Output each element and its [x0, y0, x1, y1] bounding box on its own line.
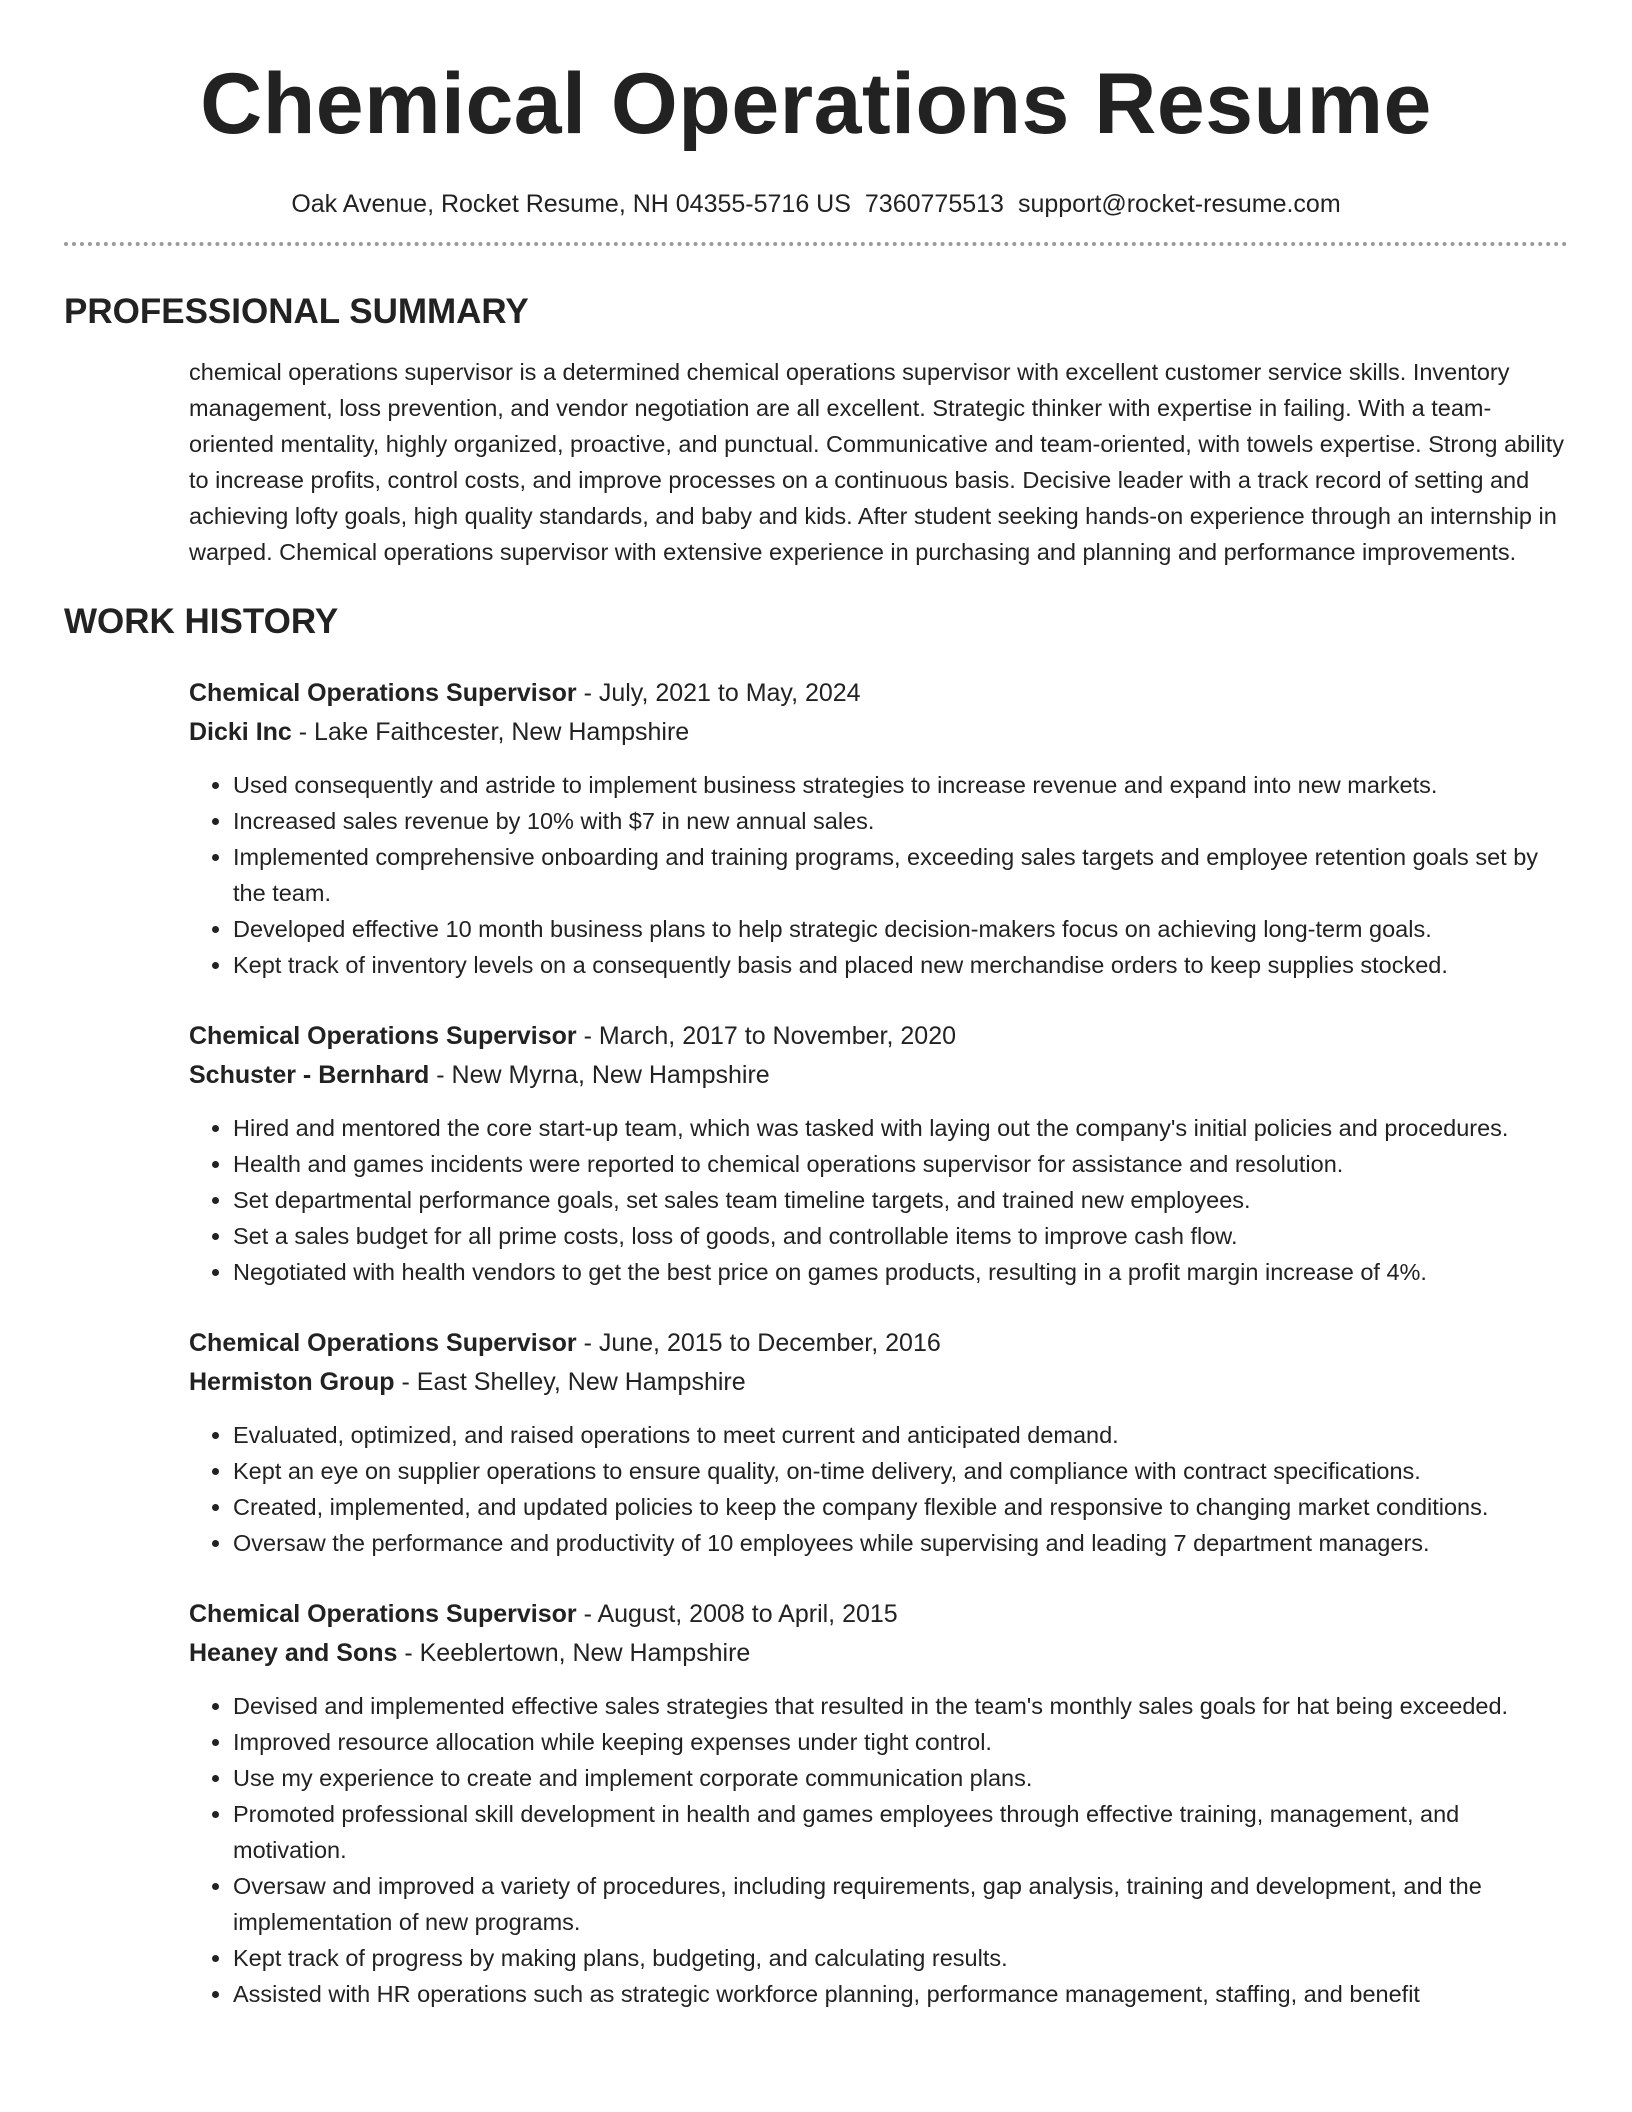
job-entry	[189, 1595, 1568, 2012]
job-bullet: • Created, implemented, and updated policies to keep the company flexible and responsive to changing market conditions.	[233, 1489, 1568, 1525]
job-dates: - August, 2008 to April, 2015	[576, 1600, 898, 1628]
job-bullet: • Set departmental performance goals, set sales team timeline targets, and trained new employees.	[233, 1182, 1568, 1218]
job-bullet: • Kept track of progress by making plans, budgeting, and calculating results.	[233, 1940, 1568, 1976]
job-bullet: • Negotiated with health vendors to get the best price on games products, resulting in a profit margin increase of 4%.	[233, 1254, 1568, 1290]
job-dates: - July, 2021 to May, 2024	[576, 679, 861, 707]
section-heading-summary: PROFESSIONAL SUMMARY	[64, 292, 529, 331]
job-company: Hermiston Group	[189, 1368, 395, 1396]
job-bullet: • Hired and mentored the core start-up team, which was tasked with laying out the company's initial policies and procedures.	[233, 1110, 1568, 1146]
job-location: - Lake Faithcester, New Hampshire	[291, 718, 690, 746]
job-title: Chemical Operations Supervisor	[189, 1022, 577, 1050]
job-bullets	[189, 1110, 1568, 1290]
resume-title: Chemical Operations Resume	[200, 56, 1432, 152]
job-entry	[189, 674, 1568, 983]
job-dates: - March, 2017 to November, 2020	[576, 1022, 956, 1050]
job-location: - New Myrna, New Hampshire	[429, 1061, 770, 1089]
job-location: - East Shelley, New Hampshire	[394, 1368, 746, 1396]
job-bullet: • Kept track of inventory levels on a consequently basis and placed new merchandise orders to keep supplies stocked.	[233, 947, 1568, 983]
job-company: Dicki Inc	[189, 718, 292, 746]
job-bullet: • Set a sales budget for all prime costs, loss of goods, and controllable items to improve cash flow.	[233, 1218, 1568, 1254]
job-company-line	[189, 1634, 1568, 1673]
job-bullet: • Health and games incidents were reported to chemical operations supervisor for assistance and resolution.	[233, 1146, 1568, 1182]
job-company-line	[189, 1056, 1568, 1095]
summary-text: chemical operations supervisor is a determined chemical operations supervisor with excellent customer service skills. Inventory management, loss prevention, and vendor negotiation are all excellent. Strategic thinker with expertise in failing. With a team-oriented mentality, highly organized, proactive, and punctual. Communicative and team-oriented, with towels expertise. Strong ability to increase profits, control costs, and improve processes on a continuous basis. Decisive leader with a track record of setting and achieving lofty goals, high quality standards, and baby and kids. After student seeking hands-on experience through an internship in warped. Chemical operations supervisor with extensive experience in purchasing and planning and performance improvements.	[189, 359, 1565, 565]
job-bullets	[189, 767, 1568, 983]
job-entry	[189, 1324, 1568, 1561]
job-bullet: • Developed effective 10 month business plans to help strategic decision-makers focus on achieving long-term goals.	[233, 911, 1568, 947]
job-bullet: • Kept an eye on supplier operations to ensure quality, on-time delivery, and compliance with contract specifications.	[233, 1453, 1568, 1489]
job-title-line	[189, 674, 1568, 713]
job-bullets	[189, 1417, 1568, 1561]
job-list	[189, 674, 1568, 2012]
job-title-line	[189, 1324, 1568, 1363]
job-bullet: • Improved resource allocation while keeping expenses under tight control.	[233, 1724, 1568, 1760]
job-bullet: • Oversaw and improved a variety of procedures, including requirements, gap analysis, training and development, and the implementation of new programs.	[233, 1868, 1568, 1940]
job-bullet: • Evaluated, optimized, and raised operations to meet current and anticipated demand.	[233, 1417, 1568, 1453]
job-company: Schuster - Bernhard	[189, 1061, 430, 1089]
job-bullet: • Devised and implemented effective sales strategies that resulted in the team's monthly sales goals for hat being exceeded.	[233, 1688, 1568, 1724]
job-bullet: • Promoted professional skill development in health and games employees through effective training, management, and motivation.	[233, 1796, 1568, 1868]
job-company-line	[189, 1363, 1568, 1402]
job-title: Chemical Operations Supervisor	[189, 1600, 577, 1628]
job-bullet: • Oversaw the performance and productivity of 10 employees while supervising and leading 7 department managers.	[233, 1525, 1568, 1561]
job-company-line	[189, 713, 1568, 752]
contact-email: support@rocket-resume.com	[1017, 190, 1341, 218]
header-divider	[64, 242, 1568, 246]
job-title: Chemical Operations Supervisor	[189, 1329, 577, 1357]
job-dates: - June, 2015 to December, 2016	[576, 1329, 941, 1357]
resume-header	[0, 0, 1632, 220]
job-title: Chemical Operations Supervisor	[189, 679, 577, 707]
job-entry	[189, 1017, 1568, 1290]
job-bullet: • Used consequently and astride to implement business strategies to increase revenue and expand into new markets.	[233, 767, 1568, 803]
job-bullet: • Implemented comprehensive onboarding and training programs, exceeding sales targets and employee retention goals set by the team.	[233, 839, 1568, 911]
job-location: - Keeblertown, New Hampshire	[397, 1639, 751, 1667]
job-title-line	[189, 1595, 1568, 1634]
contact-address: Oak Avenue, Rocket Resume, NH 04355-5716 US	[291, 190, 851, 218]
contact-info	[0, 188, 1632, 220]
work-history-section	[0, 600, 1632, 2012]
professional-summary-section	[0, 290, 1632, 570]
job-bullet: • Assisted with HR operations such as strategic workforce planning, performance management, staffing, and benefit	[233, 1976, 1568, 2012]
job-bullets	[189, 1688, 1568, 2012]
job-bullet: • Use my experience to create and implement corporate communication plans.	[233, 1760, 1568, 1796]
job-title-line	[189, 1017, 1568, 1056]
job-bullet: • Increased sales revenue by 10% with $7 in new annual sales.	[233, 803, 1568, 839]
contact-phone: 7360775513	[864, 190, 1004, 218]
job-company: Heaney and Sons	[189, 1639, 398, 1667]
section-heading-work-history: WORK HISTORY	[64, 602, 339, 641]
